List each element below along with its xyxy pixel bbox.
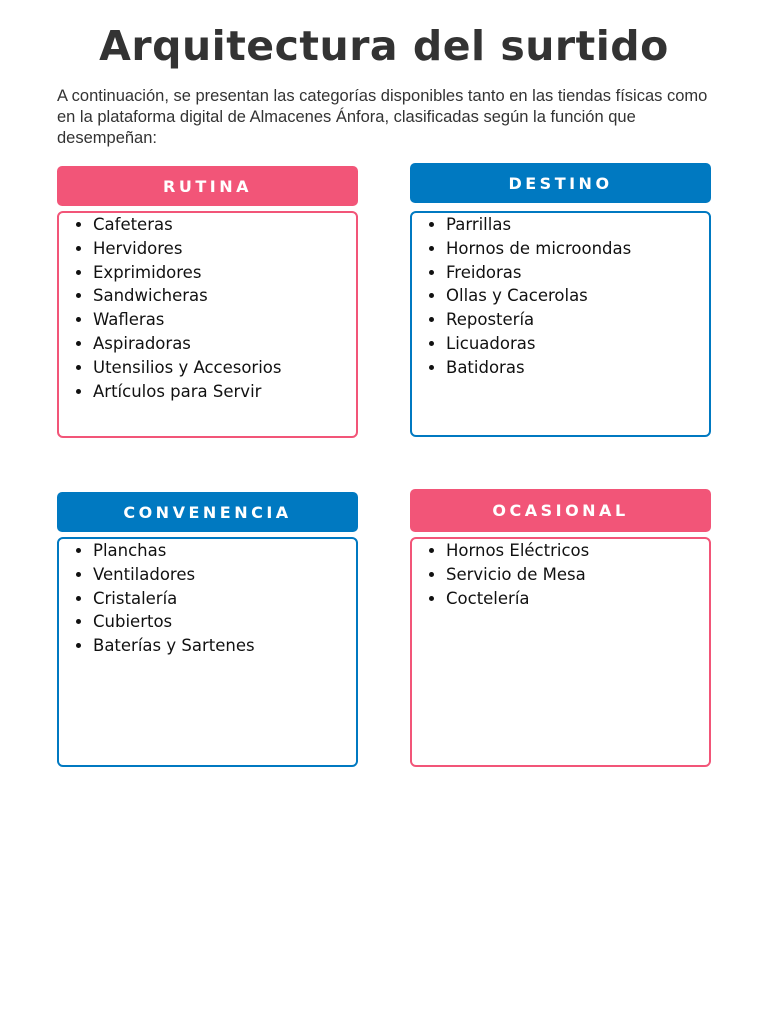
category-card-destino [410, 163, 711, 437]
list-item: • Hervidores [93, 237, 356, 261]
category-list-box [410, 211, 711, 437]
category-header: DESTINO [410, 163, 711, 203]
list-item: • Ollas y Cacerolas [446, 284, 709, 308]
list-item: • Cafeteras [93, 213, 356, 237]
category-list [59, 213, 356, 403]
intro-paragraph: A continuación, se presentan las categorías disponibles tanto en las tiendas físicas como en la plataforma digital de Almacenes Ánfora, clasificadas según la función que desempeñan: [57, 87, 708, 147]
list-item: • Hornos de microondas [446, 237, 709, 261]
list-item: • Baterías y Sartenes [93, 634, 356, 658]
category-list [59, 539, 356, 658]
list-item: • Ventiladores [93, 563, 356, 587]
list-item: • Artículos para Servir [93, 380, 356, 404]
category-list [412, 539, 709, 610]
page-title: Arquitectura del surtido [99, 22, 669, 70]
list-item: • Hornos Eléctricos [446, 539, 709, 563]
category-list-box [57, 537, 358, 767]
list-item: • Cristalería [93, 587, 356, 611]
list-item: • Batidoras [446, 356, 709, 380]
list-item: • Planchas [93, 539, 356, 563]
category-header: CONVENENCIA [57, 492, 358, 532]
category-header: RUTINA [57, 166, 358, 206]
category-card-convenencia [57, 492, 358, 767]
list-item: • Exprimidores [93, 261, 356, 285]
list-item: • Servicio de Mesa [446, 563, 709, 587]
category-card-rutina [57, 166, 358, 438]
list-item: • Licuadoras [446, 332, 709, 356]
list-item: • Sandwicheras [93, 284, 356, 308]
category-list [412, 213, 709, 380]
category-header: OCASIONAL [410, 489, 711, 532]
list-item: • Cubiertos [93, 610, 356, 634]
list-item: • Utensilios y Accesorios [93, 356, 356, 380]
category-card-ocasional [410, 489, 711, 767]
list-item: • Freidoras [446, 261, 709, 285]
list-item: • Parrillas [446, 213, 709, 237]
category-list-box [57, 211, 358, 438]
category-list-box [410, 537, 711, 767]
list-item: • Wafleras [93, 308, 356, 332]
list-item: • Aspiradoras [93, 332, 356, 356]
list-item: • Coctelería [446, 587, 709, 611]
list-item: • Repostería [446, 308, 709, 332]
